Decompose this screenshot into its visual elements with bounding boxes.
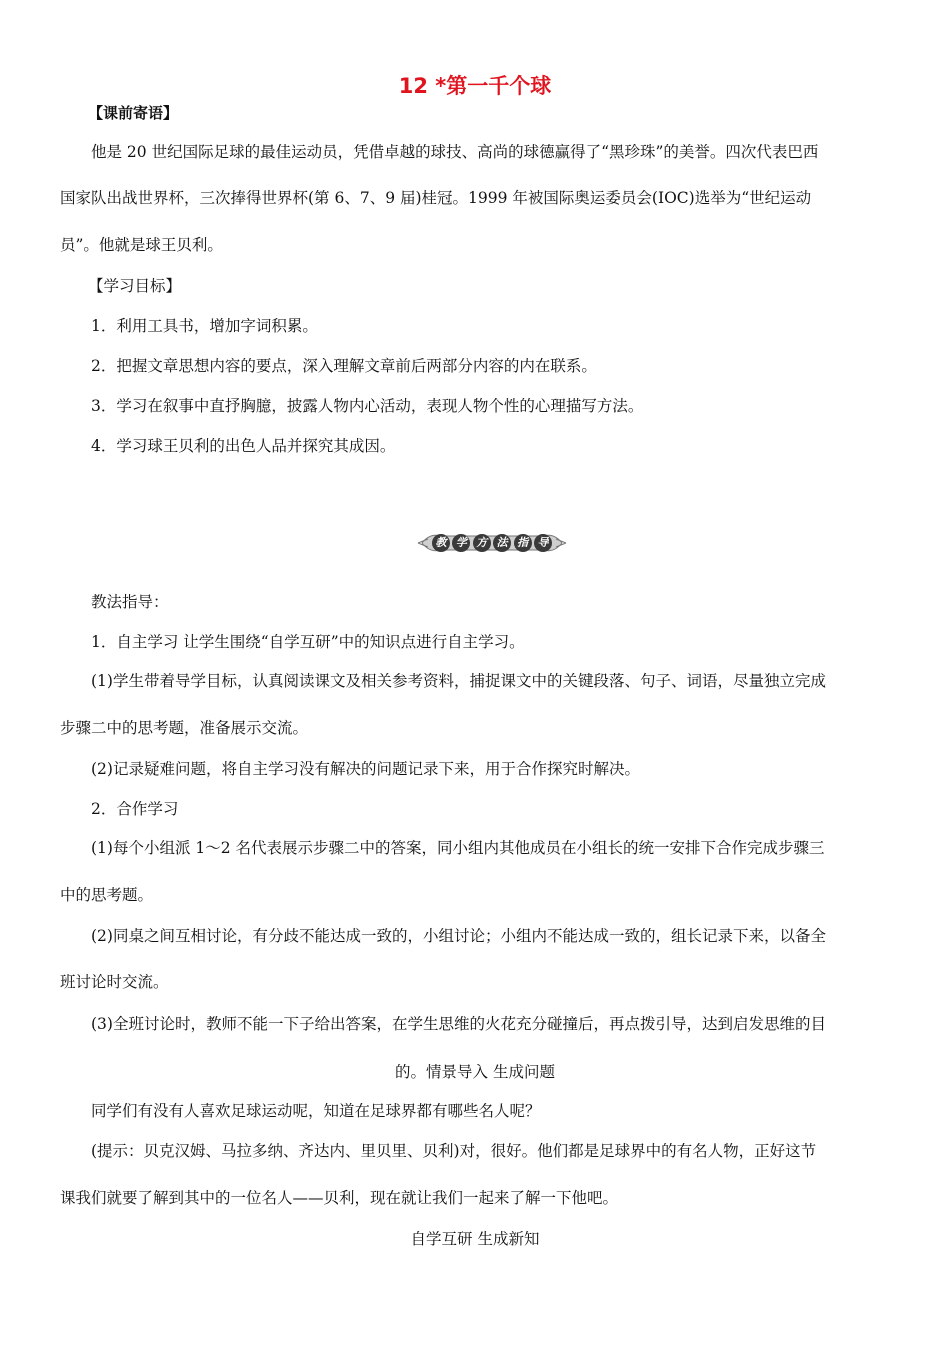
goals-heading: 【学习目标】 <box>88 277 182 295</box>
banner-char: 学 <box>452 534 470 552</box>
method-line: 步骤二中的思考题，准备展示交流。 <box>60 719 309 737</box>
method-line: 1．自主学习 让学生围绕“自学互研”中的知识点进行自主学习。 <box>91 633 525 651</box>
preface-line: 他是 20 世纪国际足球的最佳运动员，凭借卓越的球技、高尚的球德赢得了“黑珍珠”的美誉。四次代表巴西 <box>91 143 819 161</box>
method-line: (2)记录疑难问题，将自主学习没有解决的问题记录下来，用于合作探究时解决。 <box>91 760 640 778</box>
method-line: (3)全班讨论时，教师不能一下子给出答案，在学生思维的火花充分碰撞后，再点拨引导，达到启发思维的目 <box>91 1015 826 1033</box>
banner-char: 指 <box>514 534 532 552</box>
method-line: 中的思考题。 <box>60 886 154 904</box>
method-line: (1)学生带着导学目标，认真阅读课文及相关参考资料，捕捉课文中的关键段落、句子、词语，尽量独立完成 <box>91 672 826 690</box>
banner-char: 教 <box>432 534 450 552</box>
goal-item: 2．把握文章思想内容的要点，深入理解文章前后两部分内容的内在联系。 <box>91 357 597 375</box>
preface-heading: 【课前寄语】 <box>88 104 179 122</box>
method-intro: 教法指导： <box>91 593 169 611</box>
lesson-title: 12 *第一千个球 <box>398 74 552 98</box>
goal-item: 4．学习球王贝利的出色人品并探究其成因。 <box>91 437 396 455</box>
goal-item: 1．利用工具书，增加字词积累。 <box>91 317 318 335</box>
banner-char: 方 <box>473 534 491 552</box>
intro-line: 同学们有没有人喜欢足球运动呢，知道在足球界都有哪些名人呢？ <box>91 1102 541 1120</box>
banner-char: 法 <box>493 534 511 552</box>
method-line: 班讨论时交流。 <box>60 973 169 991</box>
preface-line: 员”。他就是球王贝利。 <box>60 236 223 254</box>
intro-line: (提示：贝克汉姆、马拉多纳、齐达内、里贝里、贝利)对，很好。他们都是足球界中的有名人物，正好这节 <box>91 1142 817 1160</box>
method-line: 2．合作学习 <box>91 800 179 818</box>
method-line: (1)每个小组派 1～2 名代表展示步骤二中的答案，同小组内其他成员在小组长的统一安排下合作完成步骤三 <box>91 839 825 857</box>
goal-item: 3．学习在叙事中直抒胸臆，披露人物内心活动，表现人物个性的心理描写方法。 <box>91 397 644 415</box>
method-line: (2)同桌之间互相讨论，有分歧不能达成一致的，小组讨论；小组内不能达成一致的，组长记录下来，以备全 <box>91 927 826 945</box>
section-heading-situation: 的。情景导入 生成问题 <box>395 1063 555 1081</box>
section-heading-selfstudy: 自学互研 生成新知 <box>410 1230 540 1248</box>
banner-char: 导 <box>534 534 552 552</box>
intro-line: 课我们就要了解到其中的一位名人——贝利，现在就让我们一起来了解一下他吧。 <box>60 1189 619 1207</box>
teaching-method-banner <box>416 530 568 556</box>
preface-line: 国家队出战世界杯，三次捧得世界杯(第 6、7、9 届)桂冠。1999 年被国际奥运委员会(IOC)选举为“世纪运动 <box>60 189 812 207</box>
